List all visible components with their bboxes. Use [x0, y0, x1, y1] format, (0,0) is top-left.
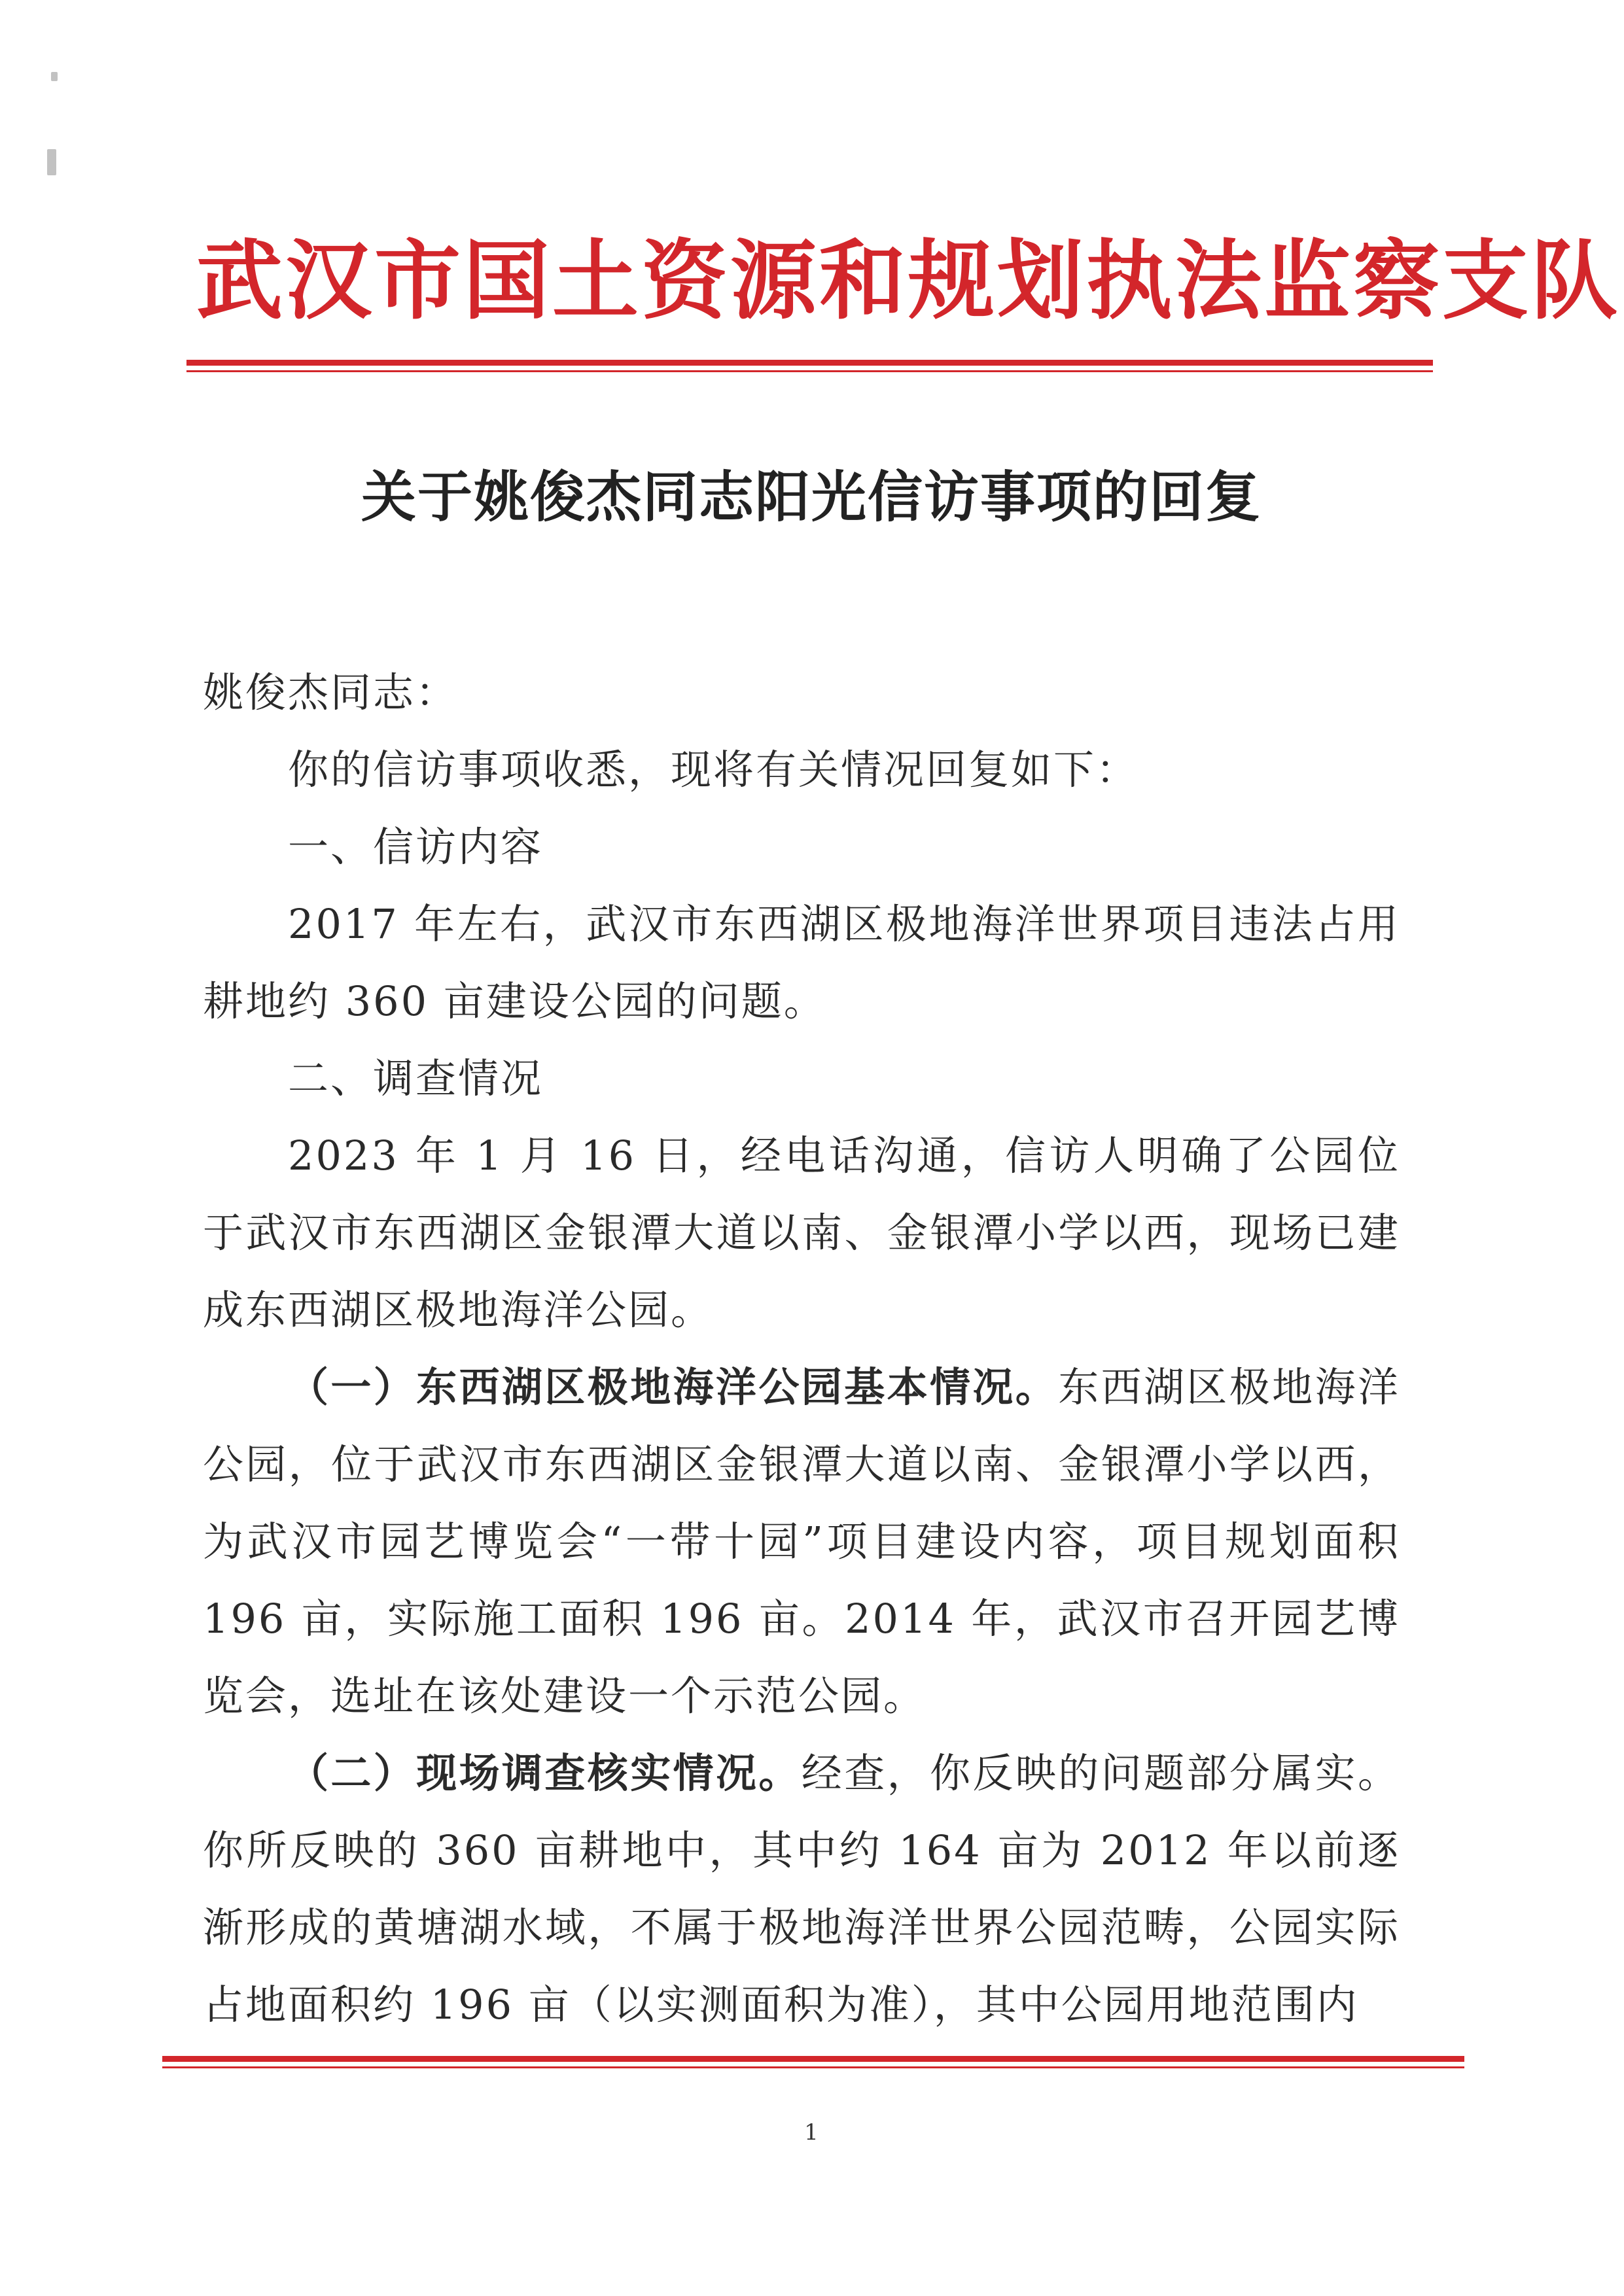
footer-rule-thin	[162, 2066, 1464, 2068]
page-number: 1	[804, 2119, 819, 2146]
section-2-paragraph: 2023 年 1 月 16 日，经电话沟通，信访人明确了公园位于武汉市东西湖区金银潭大道以南、金银潭小学以西，现场已建成东西湖区极地海洋公园。	[203, 1132, 1400, 1334]
subsection-1-lead: （一）东西湖区极地海洋公园基本情况。	[288, 1363, 1059, 1411]
intro-paragraph: 你的信访事项收悉，现将有关情况回复如下：	[288, 746, 1139, 793]
document-body	[203, 654, 1400, 2044]
section-1-paragraph: 2017 年左右，武汉市东西湖区极地海洋世界项目违法占用耕地约 360 亩建设公园的问题。	[203, 900, 1400, 1025]
subsection-1-text: 东西湖区极地海洋公园，位于武汉市东西湖区金银潭大道以南、金银潭小学以西，为武汉市园艺博览会“一带十园”项目建设内容，项目规划面积 196 亩，实际施工面积 196 亩。2014 年，武汉市召开园艺博览会，选址在该处建设一个示范公园。	[203, 1363, 1400, 1720]
scan-artifact	[47, 149, 56, 175]
scan-artifact	[51, 72, 58, 81]
masthead-rule-thick	[186, 360, 1433, 366]
salutation: 姚俊杰同志：	[203, 669, 459, 716]
footer-rule-thick	[162, 2056, 1464, 2062]
subsection-2-text: 经查，你反映的问题部分属实。你所反映的 360 亩耕地中，其中约 164 亩为 2012 年以前逐渐形成的黄塘湖水域，不属于极地海洋世界公园范畴，公园实际占地面积约 196 亩（以实测面积为准），其中公园用地范围内	[203, 1749, 1400, 2028]
document-title: 关于姚俊杰同志阳光信访事项的回复	[361, 464, 1262, 529]
subsection-1-paragraph	[203, 1349, 1400, 1735]
section-heading-2: 二、调查情况	[288, 1054, 544, 1102]
section-heading-1: 一、信访内容	[288, 823, 544, 871]
subsection-2-paragraph	[203, 1735, 1400, 2044]
masthead-org-name: 武汉市国土资源和规划执法监察支队	[196, 230, 1620, 332]
subsection-2-lead: （二）现场调查核实情况。	[288, 1749, 802, 1797]
masthead-rule-thin	[186, 370, 1433, 372]
